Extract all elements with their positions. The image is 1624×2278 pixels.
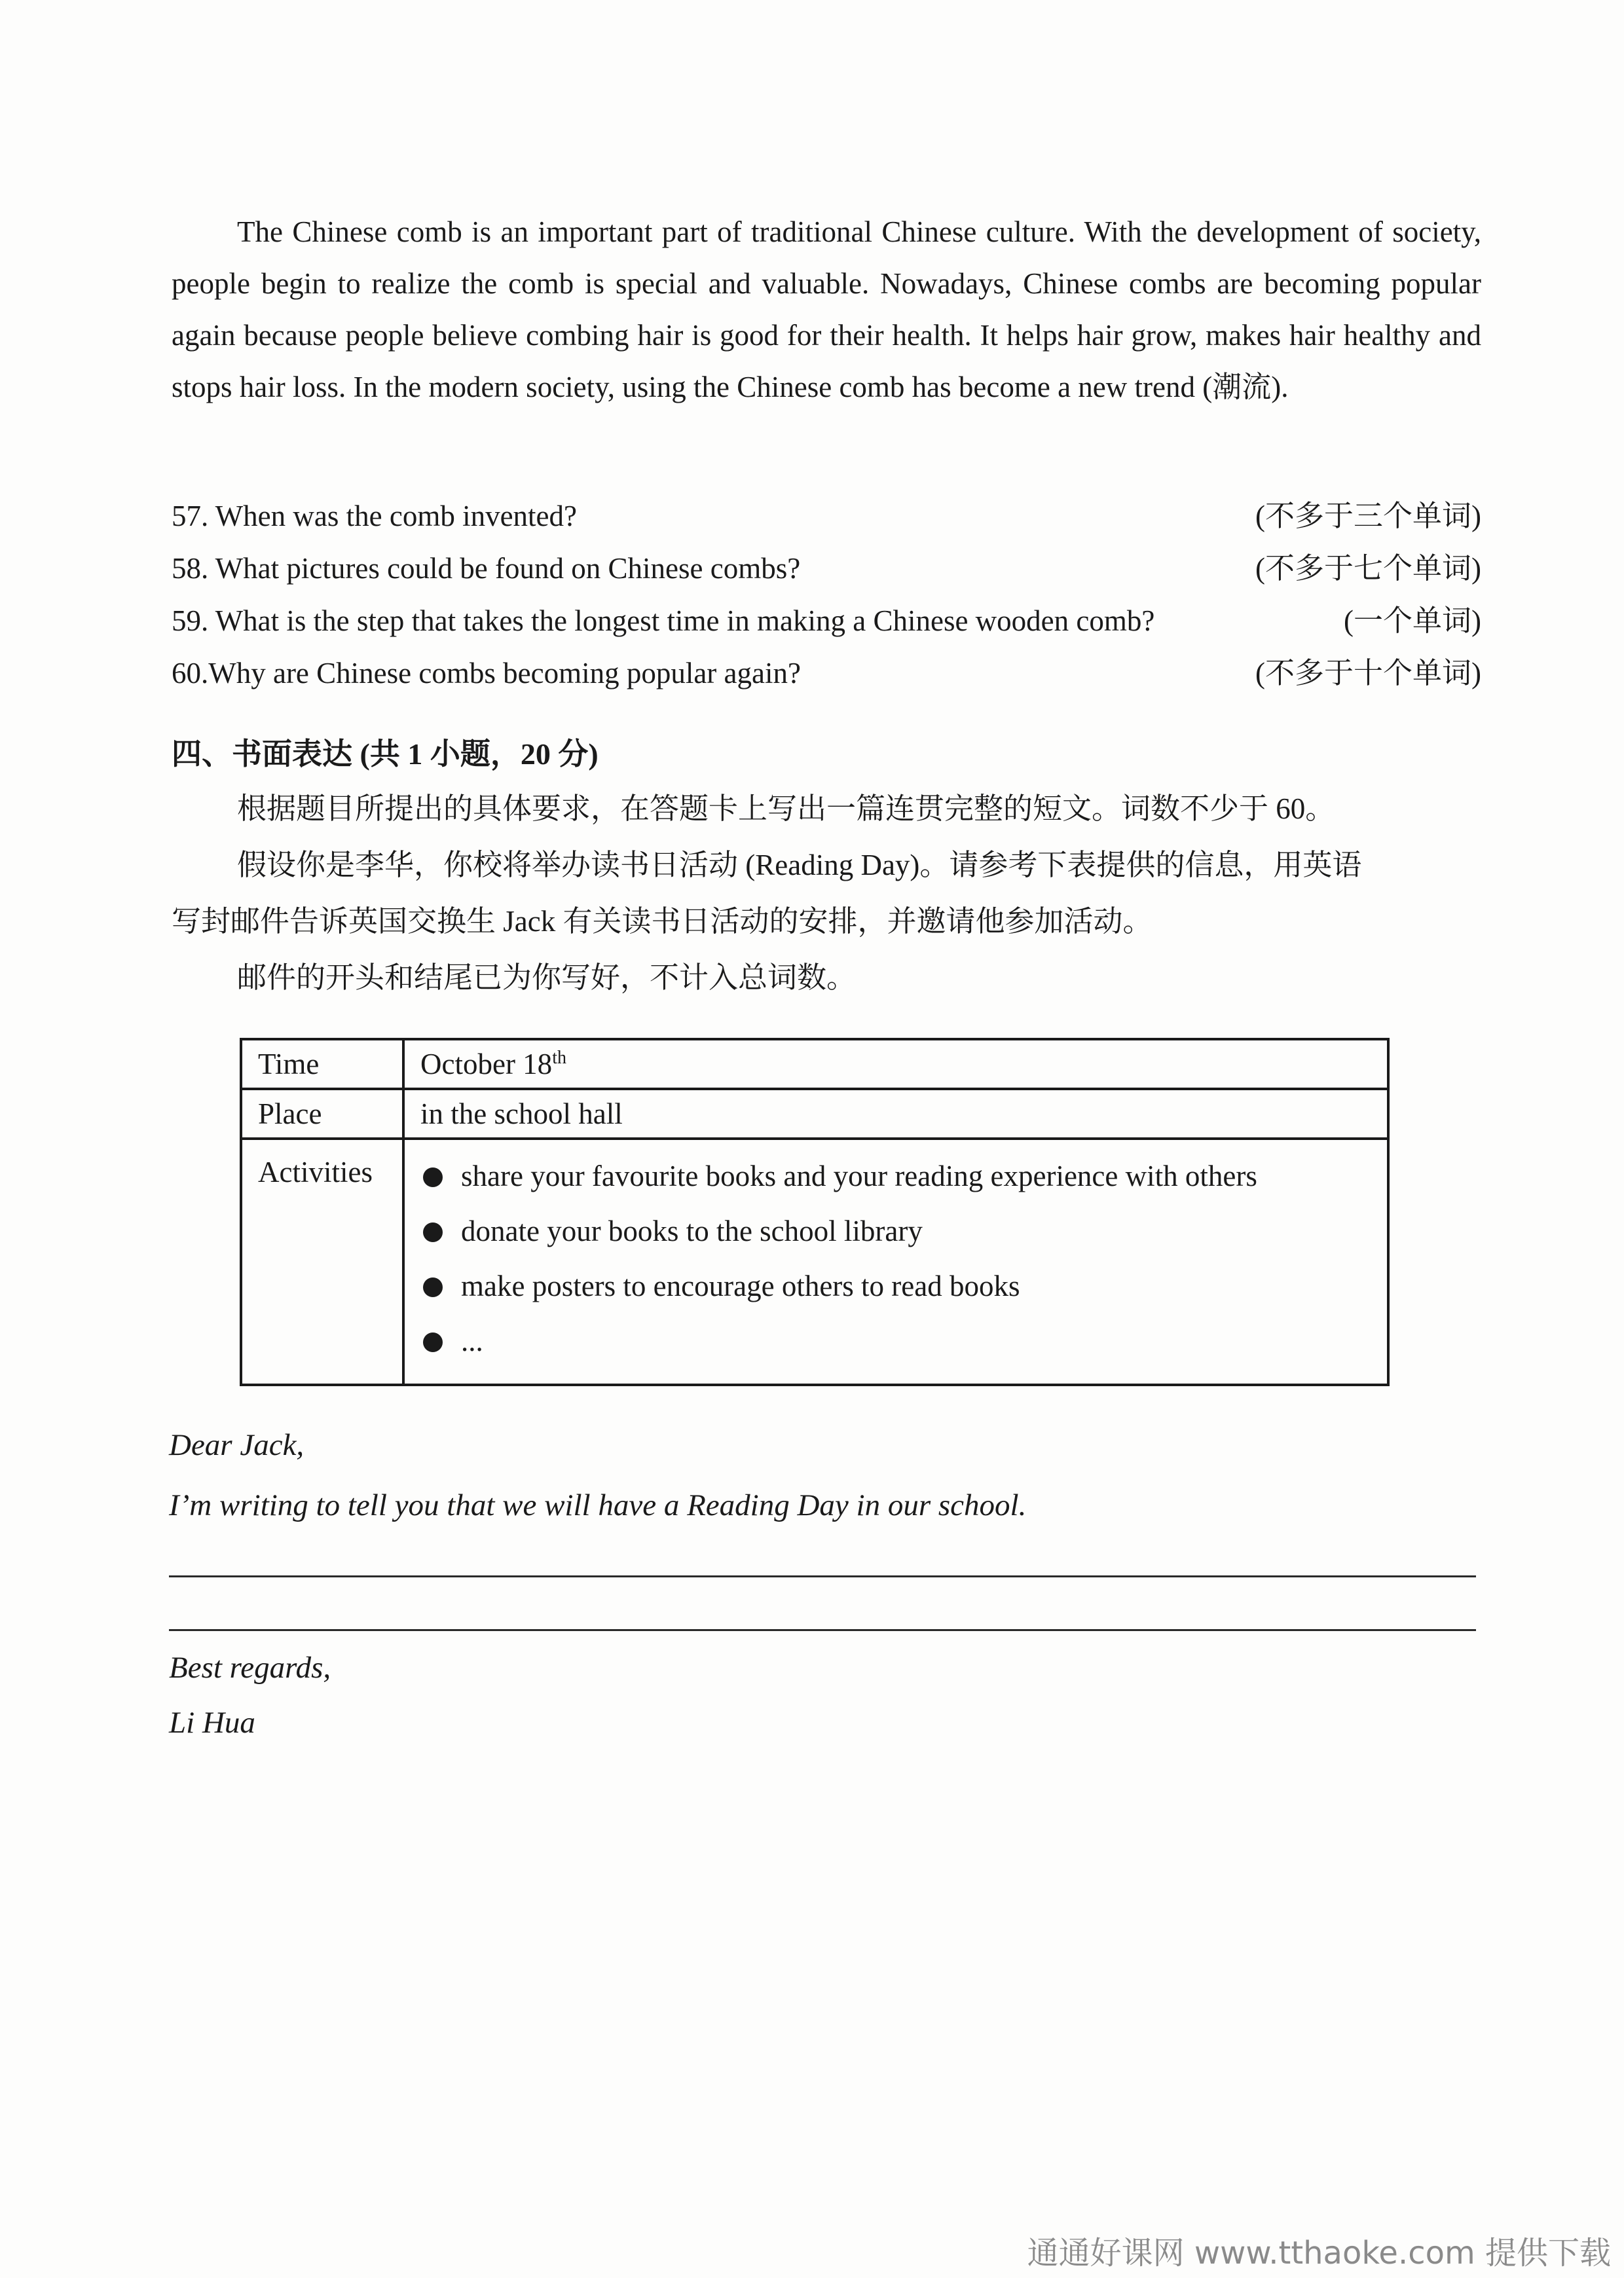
- reading-passage: The Chinese comb is an important part of traditional Chinese culture. With the development of society, people begin to realize the comb is special and valuable. Nowadays, Chinese combs are becoming popular again because people believe combing hair is good for their health. It helps hair grow, makes hair healthy and stops hair loss. In the modern society, using the Chinese comb has become a new trend (潮流).: [172, 215, 1481, 403]
- answer-line[interactable]: [169, 1575, 1476, 1577]
- time-label: Time: [241, 1039, 403, 1089]
- list-item: share your favourite books and your reading experience with others: [420, 1153, 1371, 1208]
- bullet-icon: [423, 1277, 443, 1297]
- table-row: [241, 1039, 1388, 1089]
- question-59: [172, 595, 1481, 647]
- activities-label: Activities: [241, 1139, 403, 1385]
- reading-day-info-table: [240, 1038, 1390, 1386]
- question-list: [172, 490, 1481, 699]
- letter-opening: I’m writing to tell you that we will have a Reading Day in our school.: [169, 1488, 1027, 1522]
- word-limit-note: (一个单词): [1344, 604, 1481, 637]
- question-text: 57. When was the comb invented?: [172, 500, 577, 532]
- instruction-line: 邮件的开头和结尾已为你写好，不计入总词数。: [237, 961, 857, 994]
- activities-cell: [403, 1139, 1388, 1385]
- bullet-icon: [423, 1222, 443, 1242]
- question-58: [172, 542, 1481, 595]
- question-text: 59. What is the step that takes the longest time in making a Chinese wooden comb?: [172, 604, 1155, 637]
- section-title: 四、书面表达: [172, 737, 352, 771]
- bullet-icon: [423, 1167, 443, 1187]
- letter-signature: Li Hua: [169, 1706, 255, 1740]
- place-label: Place: [241, 1089, 403, 1139]
- section-score: (共 1 小题，20 分): [360, 737, 599, 771]
- word-limit-note: (不多于十个单词): [1255, 657, 1481, 689]
- section-heading: [172, 728, 599, 781]
- list-item: donate your books to the school library: [420, 1208, 1371, 1263]
- list-item: ...: [420, 1318, 1371, 1373]
- instruction-line: 根据题目所提出的具体要求，在答题卡上写出一篇连贯完整的短文。词数不少于 60。: [237, 792, 1335, 825]
- question-60: [172, 647, 1481, 699]
- download-watermark: 通通好课网 www.tthaoke.com 提供下载: [1027, 2235, 1611, 2271]
- activity-list: [420, 1144, 1371, 1380]
- writing-instructions: [172, 781, 1481, 1006]
- letter-greeting: Dear Jack,: [169, 1428, 304, 1462]
- place-value: in the school hall: [403, 1089, 1388, 1139]
- list-item: make posters to encourage others to read books: [420, 1263, 1371, 1318]
- time-value: October 18th: [403, 1039, 1388, 1089]
- word-limit-note: (不多于七个单词): [1255, 552, 1481, 585]
- question-57: [172, 490, 1481, 542]
- letter-closing: Best regards,: [169, 1651, 331, 1685]
- table-row: [241, 1089, 1388, 1139]
- bullet-icon: [423, 1332, 443, 1352]
- word-limit-note: (不多于三个单词): [1255, 500, 1481, 532]
- question-text: 58. What pictures could be found on Chinese combs?: [172, 552, 801, 585]
- answer-line[interactable]: [169, 1629, 1476, 1631]
- instruction-line: 假设你是李华，你校将举办读书日活动 (Reading Day)。请参考下表提供的信息，用英语: [237, 849, 1362, 881]
- instruction-line: 写封邮件告诉英国交换生 Jack 有关读书日活动的安排，并邀请他参加活动。: [172, 905, 1153, 938]
- ordinal-suffix: th: [552, 1048, 566, 1068]
- table-row: [241, 1139, 1388, 1385]
- question-text: 60.Why are Chinese combs becoming popular again?: [172, 657, 801, 689]
